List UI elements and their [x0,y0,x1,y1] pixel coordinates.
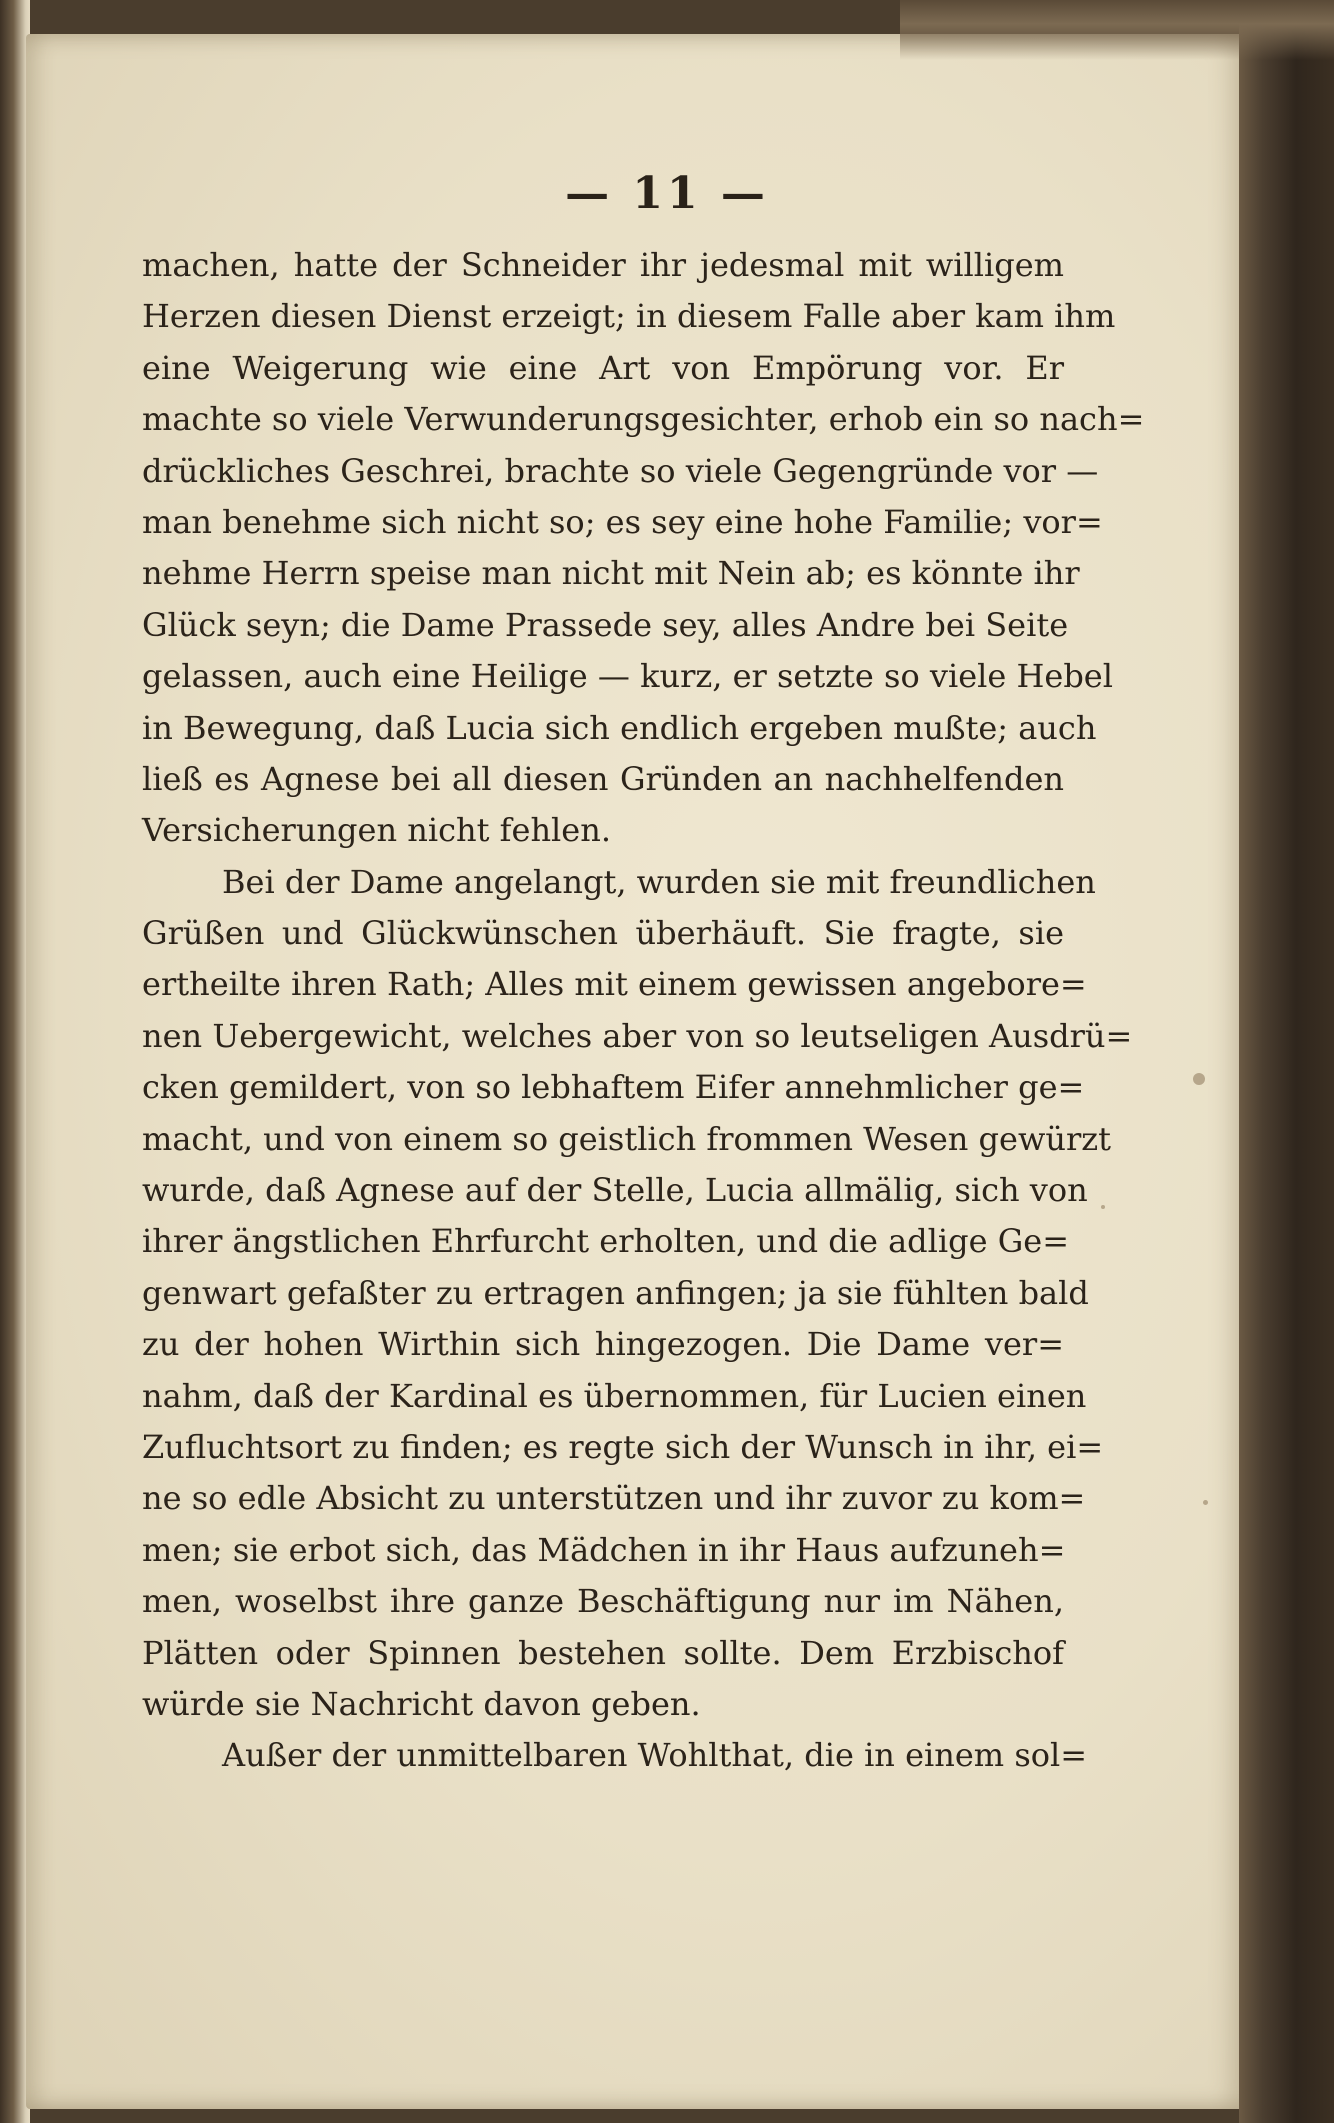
text-line: würde sie Nachricht davon geben. [142,1684,701,1723]
body-text [142,240,1145,1782]
text-line: Versicherungen nicht fehlen. [142,811,611,850]
text-line: man benehme sich nicht so; es sey eine hohe Familie; vor= [142,502,1103,541]
paragraph-1 [142,240,1145,857]
text-line: nen Uebergewicht, welches aber von so leutseligen Ausdrü= [142,1016,1133,1055]
text-line: in Bewegung, daß Lucia sich endlich ergeben mußte; auch [142,708,1097,747]
text-line: gelassen, auch eine Heilige — kurz, er setzte so viele Hebel [142,657,1113,696]
text-line: nehme Herrn speise man nicht mit Nein ab; es könnte ihr [142,554,1080,593]
text-line: Bei der Dame angelangt, wurden sie mit freundlichen [222,862,1096,901]
text-line: men, woselbst ihre ganze Beschäftigung nur im Nähen, [142,1582,1064,1621]
paper-stain [1203,1500,1208,1505]
text-line: Glück seyn; die Dame Prassede sey, alles Andre bei Seite [142,605,1069,644]
text-line: nahm, daß der Kardinal es übernommen, für Lucien einen [142,1376,1087,1415]
paper-stain [1101,1205,1105,1209]
text-line: ihrer ängstlichen Ehrfurcht erholten, und die adlige Ge= [142,1222,1070,1261]
text-line: macht, und von einem so geistlich frommen Wesen gewürzt [142,1119,1111,1158]
text-line: cken gemildert, von so lebhaftem Eifer annehmlicher ge= [142,1068,1085,1107]
text-line: machen, hatte der Schneider ihr jedesmal mit willigem [142,246,1064,284]
text-line: eine Weigerung wie eine Art von Empörung vor. Er [142,348,1064,387]
text-line: Außer der unmittelbaren Wohlthat, die in einem sol= [222,1736,1088,1775]
text-line: Zufluchtsort zu finden; es regte sich der Wunsch in ihr, ei= [142,1427,1104,1466]
text-line: ertheilte ihren Rath; Alles mit einem gewissen angebore= [142,965,1087,1004]
worn-top-edge [900,0,1334,60]
text-line: Plätten oder Spinnen bestehen sollte. Dem Erzbischof [142,1633,1064,1672]
paragraph-3 [142,1730,1088,1781]
page-number: — 11 — [565,168,769,219]
book-cover-edge [1239,0,1334,2123]
text-line: genwart gefaßter zu ertragen anfingen; ja sie fühlten bald [142,1273,1089,1312]
text-line: zu der hohen Wirthin sich hingezogen. Die Dame ver= [142,1325,1064,1364]
text-line: ließ es Agnese bei all diesen Gründen an nachhelfenden [142,759,1064,798]
paragraph-2 [142,857,1133,1731]
text-line: Herzen diesen Dienst erzeigt; in diesem Falle aber kam ihm [142,297,1116,336]
paper-stain [1193,1073,1205,1085]
text-line: Grüßen und Glückwünschen überhäuft. Sie fragte, sie [142,914,1064,953]
text-line: wurde, daß Agnese auf der Stelle, Lucia allmälig, sich von [142,1171,1088,1210]
text-line: machte so viele Verwunderungsgesichter, erhob ein so nach= [142,400,1145,439]
text-line: drückliches Geschrei, brachte so viele Gegengründe vor — [142,451,1099,490]
text-line: men; sie erbot sich, das Mädchen in ihr Haus aufzuneh= [142,1530,1066,1569]
text-line: ne so edle Absicht zu unterstützen und ihr zuvor zu kom= [142,1479,1086,1518]
